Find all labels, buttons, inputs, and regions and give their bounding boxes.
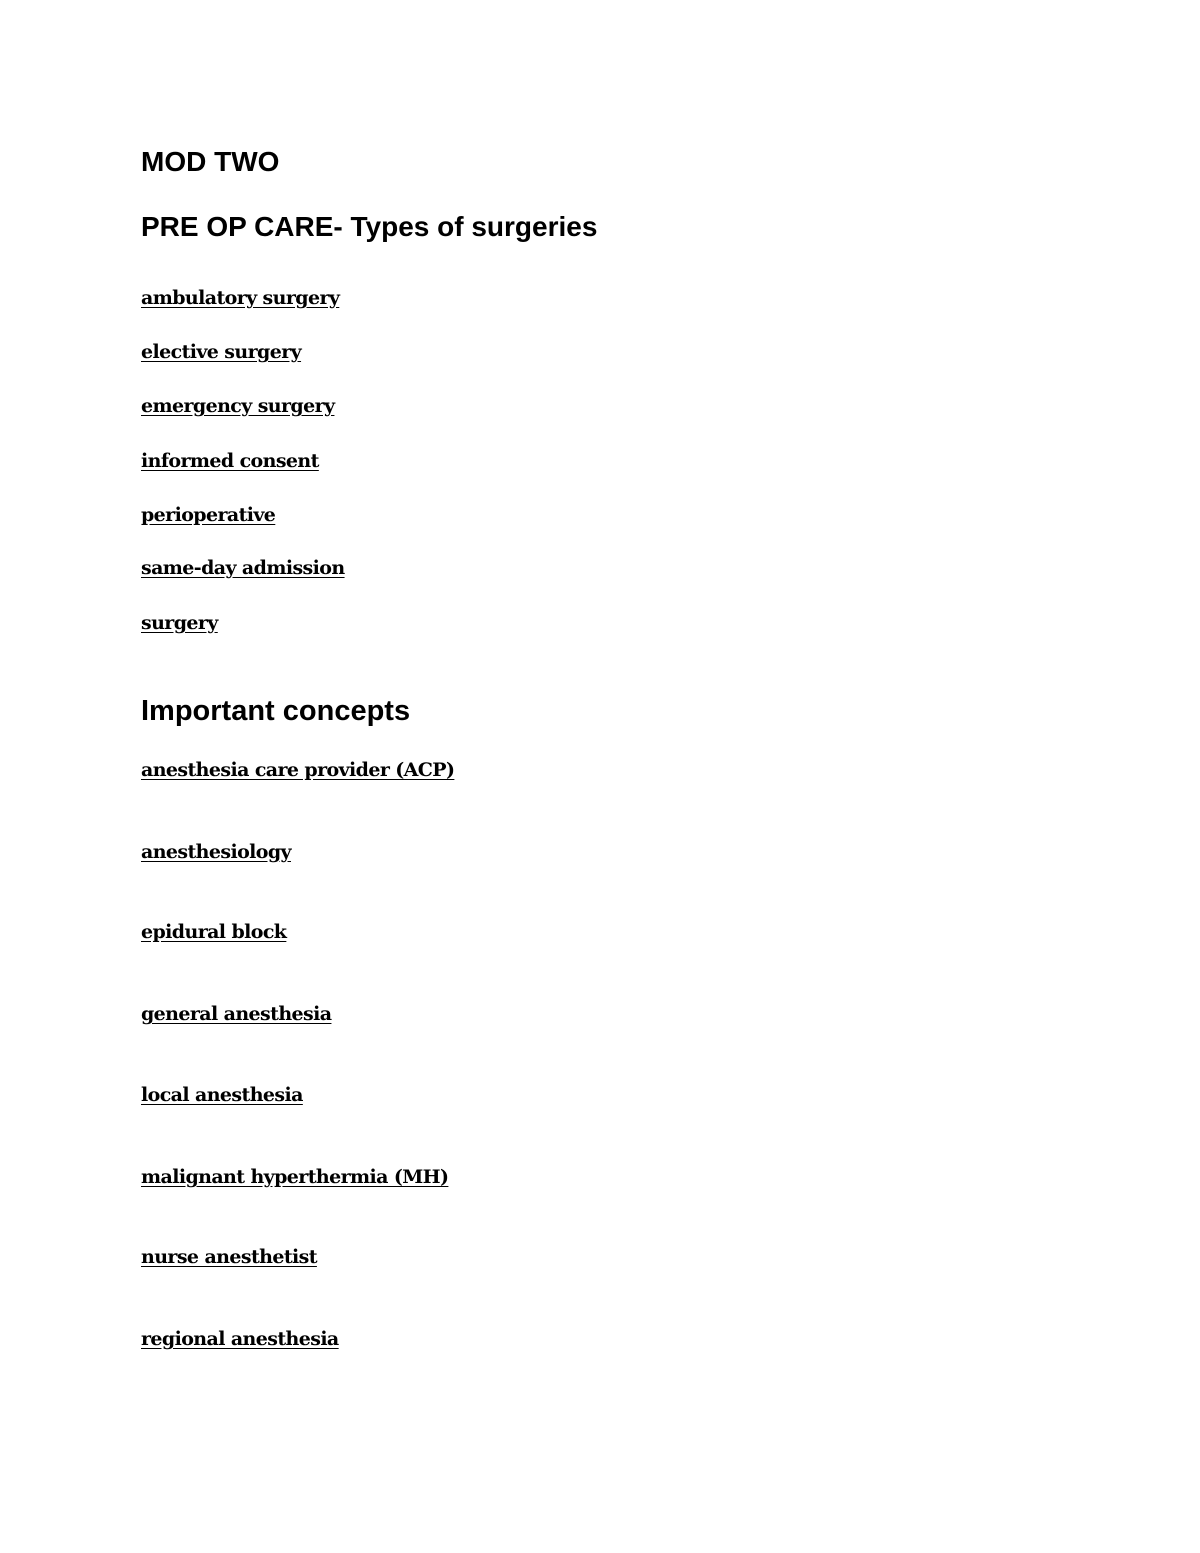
section-heading-important-concepts: Important concepts — [141, 695, 411, 727]
term-informed-consent: informed consent — [141, 450, 319, 472]
term-anesthesia-care-provider: anesthesia care provider (ACP) — [141, 759, 455, 781]
section-heading-types-of-surgeries: PRE OP CARE- Types of surgeries — [141, 211, 598, 242]
term-local-anesthesia: local anesthesia — [141, 1084, 303, 1106]
term-elective-surgery: elective surgery — [141, 341, 302, 363]
term-general-anesthesia: general anesthesia — [141, 1003, 332, 1025]
term-same-day-admission: same-day admission — [141, 557, 345, 579]
term-ambulatory-surgery: ambulatory surgery — [141, 287, 340, 309]
term-perioperative: perioperative — [141, 504, 276, 526]
term-emergency-surgery: emergency surgery — [141, 395, 335, 417]
term-nurse-anesthetist: nurse anesthetist — [141, 1246, 317, 1268]
term-surgery: surgery — [141, 612, 218, 634]
term-regional-anesthesia: regional anesthesia — [141, 1328, 339, 1350]
term-epidural-block: epidural block — [141, 921, 287, 943]
document-title: MOD TWO — [141, 146, 280, 177]
term-anesthesiology: anesthesiology — [141, 841, 291, 863]
term-malignant-hyperthermia: malignant hyperthermia (MH) — [141, 1166, 449, 1188]
